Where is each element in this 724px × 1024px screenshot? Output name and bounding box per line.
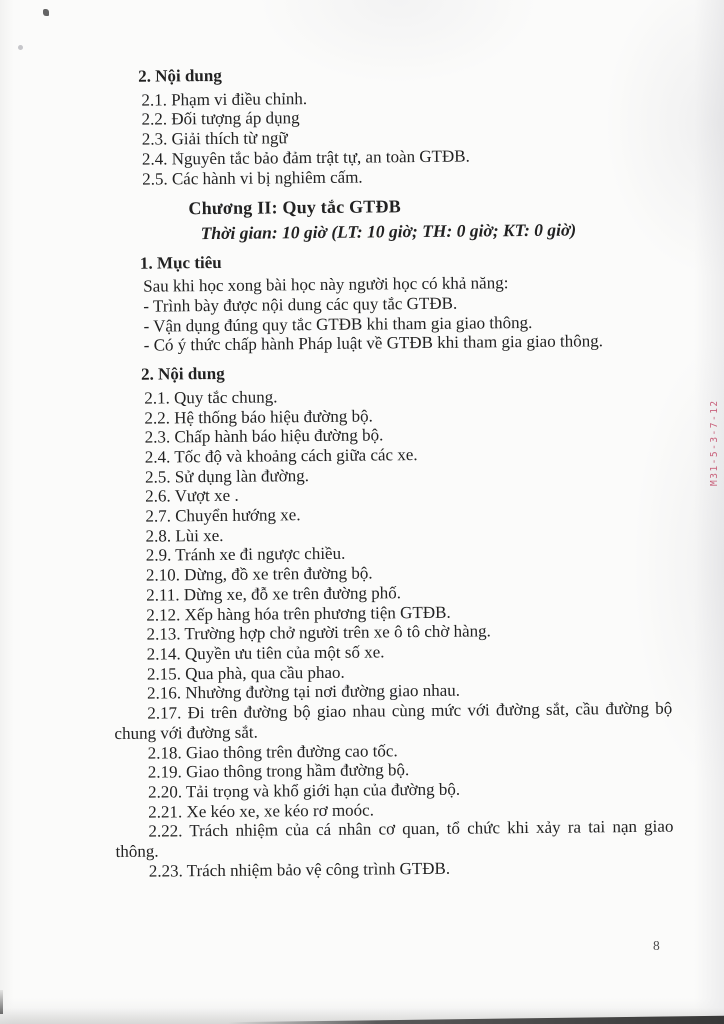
doc-line-item: 2.5. Các hành vi bị nghiêm cấm. (142, 167, 363, 189)
doc-line-item: 2.4. Nguyên tắc bảo đảm trật tự, an toàn GTĐB. (141, 146, 470, 169)
red-ink-edge-marginalia: M31-5-3-7-12 (709, 399, 720, 486)
doc-line-item: 2.14. Quyền ưu tiên của một số xe. (146, 642, 385, 664)
doc-line-chapter: Chương II: Quy tắc GTĐB (188, 196, 401, 219)
doc-line-item: 2.5. Sử dụng làn đường. (144, 465, 309, 487)
doc-line-item: 2.6. Vượt xe . (145, 486, 239, 507)
doc-line-item: 2.10. Dừng, đồ xe trên đường bộ. (145, 563, 373, 585)
doc-line-item: 2.13. Trường hợp chở người trên xe ô tô chờ hàng. (146, 621, 491, 644)
doc-line-para: Sau khi học xong bài học này người học có khả năng: (143, 273, 509, 297)
page-number: 8 (653, 938, 660, 953)
doc-line-item: 2.8. Lùi xe. (145, 525, 224, 546)
doc-line-item: 2.20. Tải trọng và khổ giới hạn của đường bộ. (147, 779, 461, 802)
scan-speck-mark (43, 9, 49, 16)
doc-line-item: 2.19. Giao thông trong hầm đường bộ. (147, 760, 410, 782)
doc-line-heading: 1. Mục tiêu (139, 252, 222, 273)
doc-line-item: 2.21. Xe kéo xe, xe kéo rơ moóc. (148, 800, 375, 822)
doc-line-item: - Vận dụng đúng quy tắc GTĐB khi tham gia giao thông. (143, 312, 533, 336)
doc-line-item: 2.1. Quy tắc chung. (144, 387, 278, 408)
doc-line-item: 2.3. Chấp hành báo hiệu đường bộ. (144, 425, 384, 447)
doc-line-item: 2.2. Đối tượng áp dụng (141, 108, 300, 130)
doc-line-heading: 2. Nội dung (140, 364, 225, 384)
doc-line-item: 2.4. Tốc độ và khoảng cách giữa các xe. (144, 445, 418, 467)
doc-line-item: - Có ý thức chấp hành Pháp luật về GTĐB khi tham gia giao thông. (143, 331, 604, 356)
doc-line-item: 2.7. Chuyển hướng xe. (145, 505, 301, 526)
doc-line-item: 2.3. Giải thích từ ngữ (141, 128, 288, 149)
doc-line-item: - Trình bày được nội dung các quy tắc GTĐB. (143, 293, 458, 316)
doc-line-wrap: 2.22. Trách nhiệm của cá nhân cơ quan, tổ chức khi xảy ra tai nạn giao thông. (115, 816, 674, 861)
scan-edge-artifact (0, 990, 3, 1014)
doc-line-item: 2.9. Tránh xe đi ngược chiều. (145, 544, 346, 566)
doc-line-item: 2.23. Trách nhiệm bảo vệ công trình GTĐB. (148, 858, 451, 881)
doc-line-item: 2.16. Nhường đường tại nơi đường giao nhau. (147, 681, 461, 704)
doc-line-item: 2.12. Xếp hàng hóa trên phương tiện GTĐB. (146, 602, 451, 625)
doc-line-item: 2.11. Dừng xe, đỗ xe trên đường phố. (146, 583, 402, 605)
doc-line-heading: 2. Nội dung (138, 65, 222, 86)
doc-line-item: 2.18. Giao thông trên đường cao tốc. (147, 740, 398, 763)
doc-line-item: 2.2. Hệ thống báo hiệu đường bộ. (144, 406, 373, 428)
doc-line-wrap: 2.17. Đi trên đường bộ giao nhau cùng mức với đường sắt, cầu đường bộ chung với đường sắt. (114, 698, 673, 743)
doc-line-item: 2.1. Phạm vi điều chỉnh. (141, 88, 308, 110)
scan-speck-mark (18, 45, 23, 50)
document-text-block (108, 53, 674, 882)
doc-line-time: Thời gian: 10 giờ (LT: 10 giờ; TH: 0 giờ; KT: 0 giờ) (200, 219, 577, 244)
doc-line-item: 2.15. Qua phà, qua cầu phao. (146, 662, 345, 684)
